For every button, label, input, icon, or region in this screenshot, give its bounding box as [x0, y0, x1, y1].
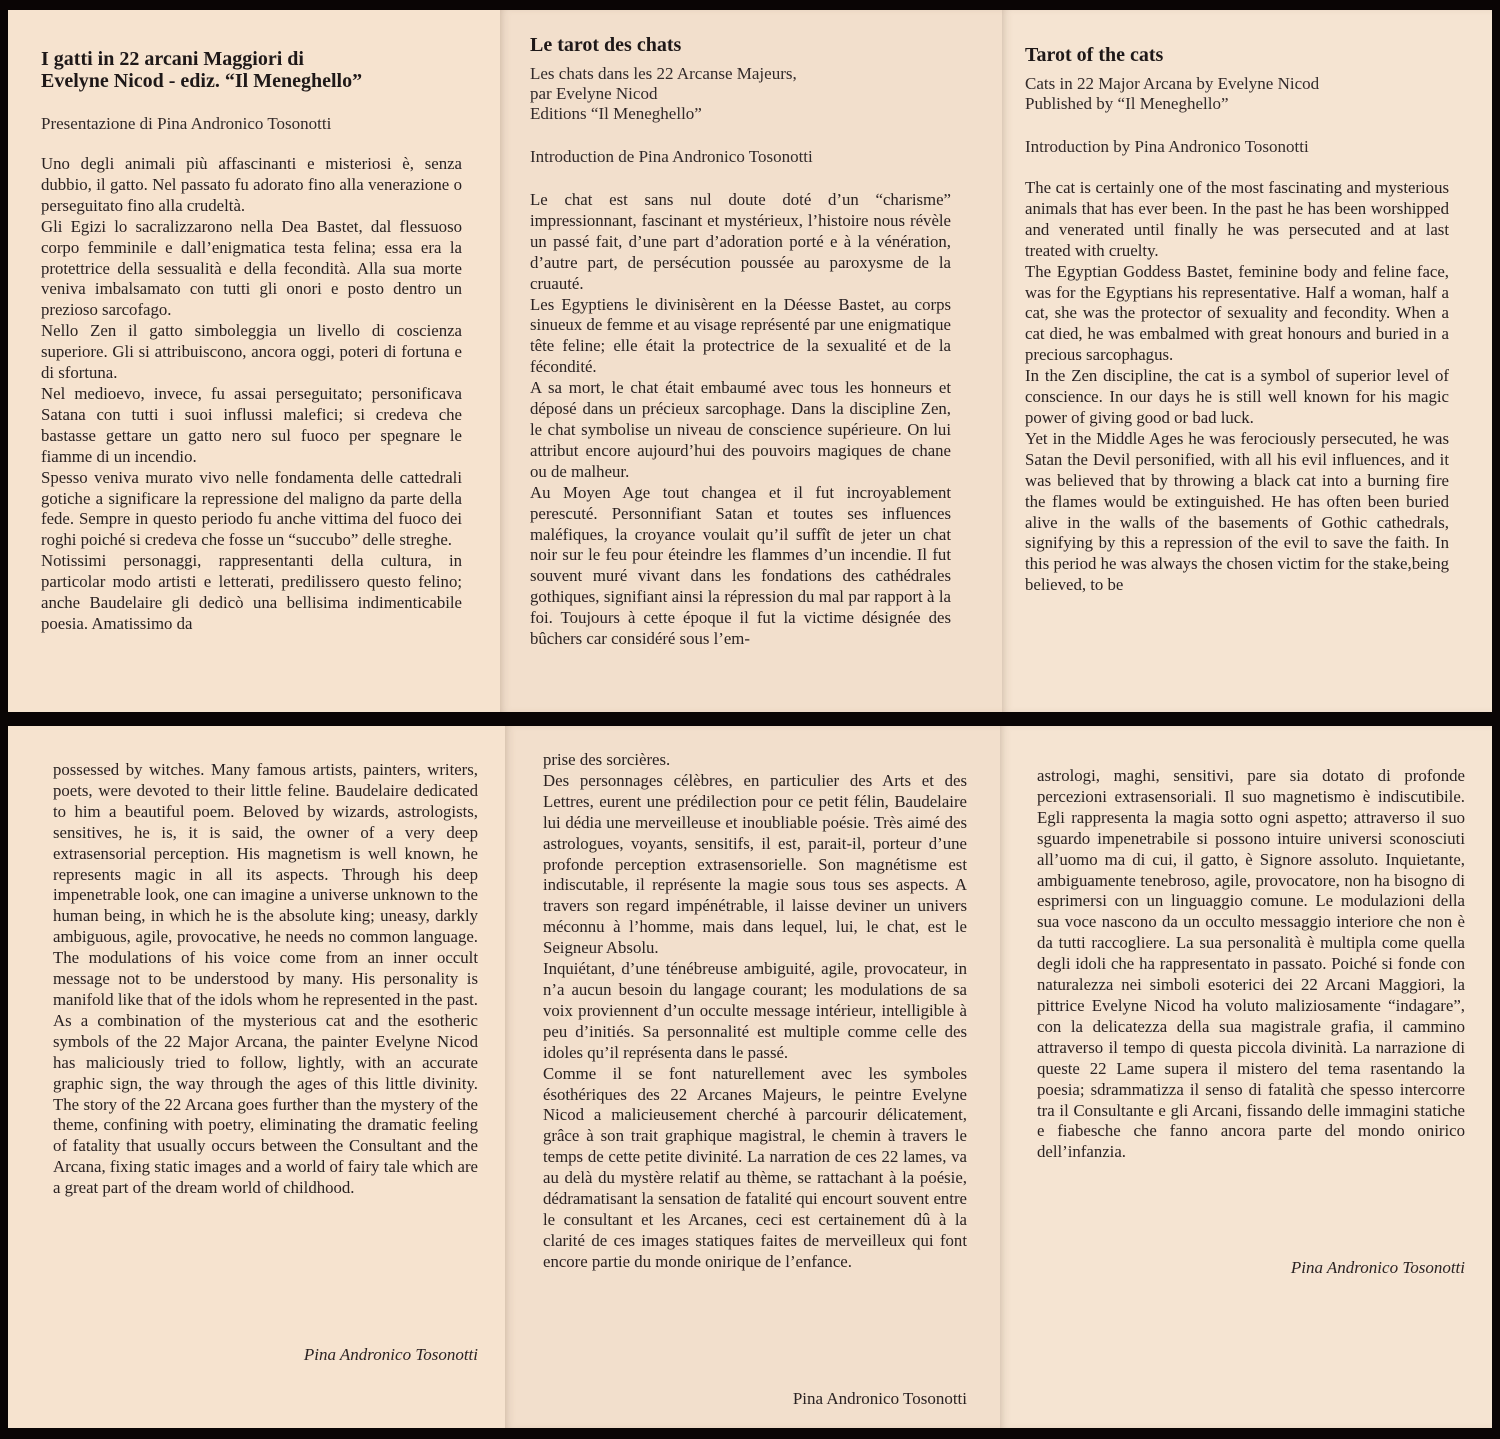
paragraph: Notissimi personaggi, rappresentanti della cultura, in particolar modo artisti e letterati, predilissero questo felino; anche Baudelaire gli dedicò una bellisima indimenticabile poesia. Amatissimo da	[41, 551, 462, 633]
english-title: Tarot of the cats	[1025, 44, 1164, 66]
english-body	[1025, 178, 1449, 596]
paragraph: Les Egyptiens le divinisèrent en la Déesse Bastet, au corps sinueux de femme et au visage représenté par une enigmatique tête feline; elle était la protectrice de la sexualité et de la fécondité.	[530, 294, 951, 377]
signature: Pina Andronico Tosonotti	[303, 1345, 478, 1364]
subtitle-line: Les chats dans les 22 Arcanse Majeurs,	[530, 64, 797, 83]
paragraph: Gli Egizi lo sacralizzarono nella Dea Bastet, dal flessuoso corpo femminile e dall’enigmatica testa felina; essa era la protettrice della sessualità e della fecondità. Alla sua morte veniva imbalsamato con tutti gli onori e posto dentro un prezioso sarcofago.	[41, 216, 462, 320]
title-line: I gatti in 22 arcani Maggiori di	[41, 48, 304, 70]
paragraph: The cat is certainly one of the most fascinating and mysterious animals that has ever been. In the past he has been worshipped and venerated until finally he was persecuted and at last treated with cruelty.	[1025, 178, 1449, 260]
french-continuation-body	[543, 750, 967, 1273]
italian-intro-panel	[8, 10, 500, 712]
signature: Pina Andronico Tosonotti	[1290, 1258, 1465, 1277]
paragraph: Inquiétant, d’une ténébreuse ambiguité, agile, provocateur, in n’a aucun besoin du langage courant; les modulations de sa voix proviennent d’un occulte message intérieur, intelligible à peu d’initiés. Sa personnalité est multiple comme celle des idoles qu’il représenta dans le passé.	[543, 959, 967, 1062]
subtitle-line: par Evelyne Nicod	[530, 84, 658, 103]
paragraph: Yet in the Middle Ages he was ferociously persecuted, he was Satan the Devil personified, with all his evil influences, and it was believed that by throwing a black cat into a burning fire the flames would be extinguished. He has often been buried alive in the walls of the basements of Gothic cathedrals, signifying by this a repression of the evil to save the faith. In this period he was always the chosen victim for the stake,being believed, to be	[1025, 428, 1449, 595]
italian-continuation-panel	[1000, 726, 1492, 1428]
presentation-line: Presentazione di Pina Andronico Tosonotti	[41, 114, 332, 133]
signature: Pina Andronico Tosonotti	[792, 1389, 967, 1408]
introduction-line: Introduction de Pina Andronico Tosonotti	[530, 147, 813, 166]
french-subtitle	[530, 64, 970, 124]
paragraph: Nel medioevo, invece, fu assai perseguitato; personificava Satana con tutti i suoi influssi malefici; si credeva che bastasse gettare un gatto nero sul fuoco per spegnare le fiamme di un incendio.	[41, 383, 462, 466]
paragraph: Uno degli animali più affascinanti e misteriosi è, senza dubbio, il gatto. Nel passato fu adorato fino alla venerazione o perseguitato fino alla crudeltà.	[41, 154, 462, 215]
paragraph: The Egyptian Goddess Bastet, feminine body and feline face, was for the Egyptians his representative. Half a woman, half a cat, she was the protector of sexuality and fecondity. When a cat died, he was embalmed with great honours and buried in a precious sarcophagus.	[1025, 261, 1449, 365]
title-line: Evelyne Nicod - ediz. “Il Meneghello”	[41, 70, 363, 92]
paragraph: prise des sorcières.	[543, 750, 671, 769]
english-intro-panel	[1002, 10, 1492, 712]
italian-continuation-body	[1037, 766, 1465, 1163]
paragraph: Des personnages célèbres, en particulier des Arts et des Lettres, eurent une prédilection pour ce petit félin, Baudelaire lui dédia une merveilleuse et inoubliable poésie. Très aimé des astrologues, voyants, sensitifs, il est, parait-il, porteur d’une profonde perception extrasensorielle. Son magnétisme est indiscutable, il représente la magie sous tous ses aspects. A travers son regard impénétrable, il laisse deviner un univers méconnu à l’homme, mais dans lequel, lui, le chat, est le Seigneur Absolu.	[543, 770, 967, 958]
paragraph: possessed by witches. Many famous artists, painters, writers, poets, were devoted to their little feline. Baudelaire dedicated to him a beautiful poem. Beloved by wizards, astrologists, sensitives, he is, it is said, the owner of a very deep extrasensorial perception. His magnetism is well known, he represents magic in all its aspects. Through his deep impenetrable look, one can imagine a universe unknown to the human being, in which he is the absolute king; uneasy, darkly ambiguous, agile, provocative, he needs no common language. The modulations of his voice come from an inner occult message not to be understood by many. His personality is manifold like that of the idols whom he represented in the past. As a combination of the mysterious cat and the esotheric symbols of the 22 Major Arcana, the painter Evelyne Nicod has maliciously tried to follow, lightly, with an accurate graphic sign, the way through the ages of this little divinity. The story of the 22 Arcana goes further than the mystery of the theme, confining with poetry, eliminating the dramatic feeling of fatality that usually occurs between the Consultant and the Arcana, fixing static images and a world of fairy tale which are a great part of the dream world of childhood.	[53, 760, 478, 1198]
french-continuation-panel	[505, 726, 1000, 1428]
french-body	[530, 190, 951, 650]
french-title: Le tarot des chats	[530, 34, 682, 56]
paragraph: Spesso veniva murato vivo nelle fondamenta delle cattedrali gotiche a significare la repressione del maligno da parte della fede. Sempre in questo periodo fu anche vittima del fuoco dei roghi poiché si credeva che fosse un “succubo” delle streghe.	[41, 467, 462, 550]
english-continuation-body	[53, 760, 478, 1199]
paragraph: A sa mort, le chat était embaumé avec tous les honneurs et déposé dans un précieux sarcophage. Dans la discipline Zen, le chat symbolise un niveau de conscience supérieure. On lui attribut encore aujourd’hui des pouvoirs magiques de chane ou de malheur.	[530, 378, 951, 481]
paragraph: Le chat est sans nul doute doté d’un “charisme” impressionnant, fascinant et mystérieux, l’histoire nous révèle un passé fait, d’une part d’adoration porté e à la vénération, d’autre part, de persécution poussée au paroxysme de la cruauté.	[530, 190, 951, 293]
subtitle-line: Published by “Il Meneghello”	[1025, 94, 1229, 113]
subtitle-line: Editions “Il Meneghello”	[530, 104, 702, 123]
paragraph: In the Zen discipline, the cat is a symbol of superior level of conscience. In our days he is still well known for his magic power of giving good or bad luck.	[1025, 366, 1449, 427]
introduction-line: Introduction by Pina Andronico Tosonotti	[1025, 137, 1309, 156]
paragraph: Au Moyen Age tout changea et il fut incroyablement perescuté. Personnifiant Satan et toutes ses influences maléfiques, la croyance voulait qu’il suffît de jeter un chat noir sur le feu pour éteindre les flammes d’un incendie. Il fut souvent muré vivant dans les fondations des cathédrales gothiques, signifiant ainsi la répression du mal par rapport à la foi. Toujours à cette époque il fut la victime désignée des bûchers car considéré sous l’em-	[530, 482, 951, 649]
english-subtitle	[1025, 74, 1465, 114]
booklet-bottom-strip	[8, 726, 1492, 1428]
paragraph: Nello Zen il gatto simboleggia un livello di coscienza superiore. Gli si attribuiscono, ancora oggi, poteri di fortuna e di sfortuna.	[41, 321, 462, 383]
french-intro-panel	[500, 10, 1002, 712]
booklet-top-strip	[8, 10, 1492, 712]
english-continuation-panel	[8, 726, 505, 1428]
subtitle-line: Cats in 22 Major Arcana by Evelyne Nicod	[1025, 74, 1320, 93]
paragraph: Comme il se font naturellement avec les symboles ésothériques des 22 Arcanes Majeurs, le peintre Evelyne Nicod a malicieusement cherché à parcourir délicatement, grâce à son trait graphique magistral, le chemin à travers le temps de cette petite divinité. La narration de ces 22 lames, va au delà du mystère relatif au thème, se rattachant à la poésie, dédramatisant la sensation de fatalité qui encourt souvent entre le consultant et les Arcanes, ceci est certainement dû à la clarité de ces images statiques faites de merveilleux qui font encore partie du monde onirique de l’enfance.	[543, 1063, 967, 1271]
italian-body	[41, 154, 462, 635]
paragraph: astrologi, maghi, sensitivi, pare sia dotato di profonde percezioni extrasensoriali. Il suo magnetismo è indiscutibile. Egli rappresenta la magia sotto ogni aspetto; attraverso il suo sguardo impenetrabile si possono intuire universi sconosciuti all’uomo ma di cui, il gatto, è Signore assoluto. Inquietante, ambiguamente tenebroso, agile, provocatore, non ha bisogno di esprimersi con un linguaggio comune. Le modulazioni della sua voce nascono da un occulto messaggio interiore che non è da tutti raccogliere. La sua personalità è multipla come quella degli idoli che ha rappresentato in passato. Poiché si fonde con naturalezza nei simboli esoterici dei 22 Arcani Maggiori, la pittrice Evelyne Nicod ha voluto maliziosamente “indagare”, con la delicatezza della sua magistrale grafia, il cammino attraverso il tempo di questa piccola divinità. La narrazione di queste 22 Lame supera il mistero del tema rasentando la poesia; sdrammatizza il senso di fatalità che spesso intercorre tra il Consultante e gli Arcani, fissando delle immagini statiche e fiabesche che fanno ancora parte del mondo onirico dell’infanzia.	[1037, 766, 1465, 1162]
italian-title	[41, 48, 481, 92]
